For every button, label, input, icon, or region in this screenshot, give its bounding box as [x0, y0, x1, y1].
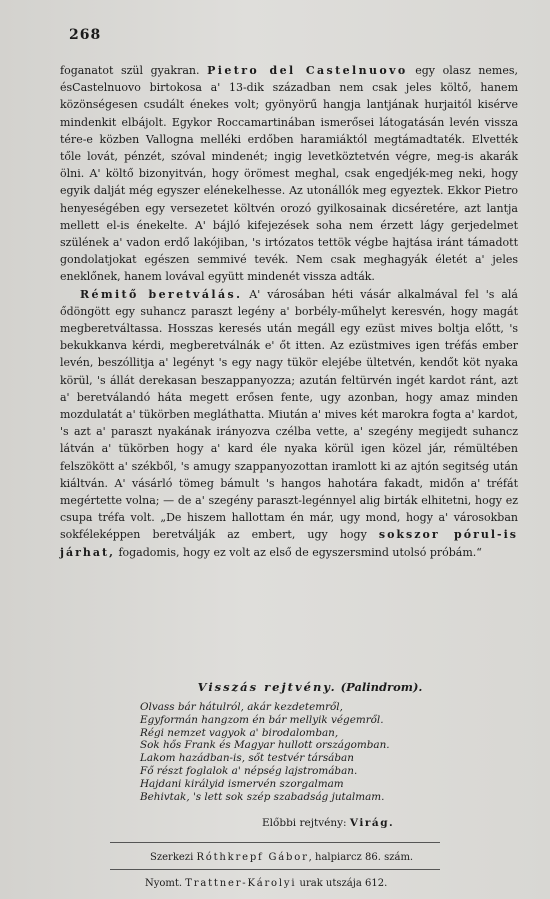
- riddle-title: [140, 680, 480, 694]
- section-heading-beretvalas: Rémitő beretválás.: [80, 287, 243, 301]
- riddle-line: Olvass bár hátulról, akár kezdetemről,: [140, 701, 343, 713]
- riddle-title-spaced: Visszás rejtvény.: [197, 680, 337, 694]
- editor-address: , halpiarcz 86. szám.: [308, 852, 414, 863]
- paragraph-beretvalas: [60, 286, 518, 561]
- spaced-name-castelnuovo: Pietro del Castelnuovo: [207, 64, 408, 77]
- riddle-line: Egyformán hangzom én bár mellyik végemről.: [140, 713, 384, 726]
- paragraph-body-text: A' városában héti vásár alkalmával fel 's alá ődöngött egy suhancz paraszt legény a' borbély-műhelyt keresvén, hogy magát megberetváltassa. Hosszas keresés után megáll egy ezüst mives boltja előtt, 's bekukkanva kérdi, megberetválnák e' őt itten. Az ezüstmives igen tréfás ember levén, beszóllitja a' legényt 's egy nagy tükör elejébe ültetvén, kendőt köt nyaka körül, 's állát derekasan beszappanyozza; azután feltürvén ingét kardot ránt, azt a' beretválandó háta megett erősen fente, ugy azonban, hogy amaz minden mozdulatát a' tükörben megláthatta. Miután a' mives két marokra fogta a' kardot, 's azt a' paraszt nyakának irányozva czélba vette, a' szegény megijedt suhancz látván a' tükörben hogy a' kard éle nyaka körül igen közel jár, rémültében felszökött a' székből, 's amugy szappanyozottan iramlott ki az ajtón segitség után kiáltván. A' vásárló tömeg bámult 's hangos hahotára fakadt, midőn a' tréfát megértette volna; — de a' szegény paraszt-legénnyel alig birták elhitetni, hogy ez csupa tréfa volt. „De hiszem hallottam én már, ugy mond, hogy a' városokban sokféleképpen beretválják az embert, ugy hogy: [60, 287, 518, 542]
- editor-prefix: Szerkezi: [150, 852, 197, 863]
- riddle-title-subtitle: (Palindrom).: [336, 680, 423, 694]
- paragraph-closing-text: fogadomis, hogy ez volt az első de egyszersmind utolsó próbám.“: [114, 545, 482, 559]
- colophon-divider-top: [110, 842, 440, 843]
- riddle-line: Régi nemzet vagyok a' birodalomban,: [140, 726, 339, 739]
- riddle-line: Lakom hazádban-is, sőt testvér társában: [140, 752, 354, 765]
- colophon-divider-bottom: [110, 869, 440, 870]
- printer-prefix: Nyomt.: [145, 878, 186, 889]
- editor-line: [150, 852, 413, 863]
- paragraph-castelnuovo: [60, 62, 518, 286]
- previous-answer-word: Virág.: [349, 817, 395, 829]
- previous-riddle-answer: [262, 817, 394, 829]
- page-number: 268: [69, 27, 102, 43]
- paragraph-body-text: egy olasz nemes, ésCastelnuovo birtokosa a' 13-dik században nem csak jeles költő, hanem közönségesen csudált énekes volt; gyönyörű hangja lantjának hurjaitól kisérve mindenkit elbájolt. Egykor Roccamartinában ismerősei látogatásán levén vissza tére-e közben Vallogna melléki erdőben haramiáktól megtámadtaték. Elvették tőle lovát, pénzét, szóval mindenét; ingig levetköztetvén végre, meg-is akarák ölni. A' költő bizonyitván, hogy örömest meghal, csak engedjék-meg neki, hogy egyik dalját még egyszer elénekelhesse. Az utonállók meg egyeztek. Ekkor Pietro henyeségében egy versezetet költvén orozó gyilkosainak dicséretére, azt lantja mellett el-is énekelte. A' bájló kifejezések soha nem érzett lágy gerjedelmet szülének a' vadon erdő lakójiban, 's irtózatos tettök végbe hajtása iránt támadott gondolatjokat egészen semmivé tevék. Nem csak meghagyák életét a' jeles eneklőnek, hanem lovával együtt mindenét vissza adták.: [60, 64, 519, 284]
- palindrome-riddle: [140, 680, 480, 803]
- main-text-block: [60, 62, 518, 561]
- spaced-emphasis-phrase: sokszor pórul-is járhat,: [60, 528, 518, 559]
- printer-line: [145, 878, 387, 889]
- riddle-line: Sok hős Frank és Magyar hullott országomban.: [140, 739, 390, 752]
- paragraph-lead-text: foganatot szül gyakran.: [60, 64, 208, 77]
- editor-name: Róthkrepf Gábor: [196, 852, 309, 863]
- printer-name: Trattner-Károlyi: [185, 878, 297, 889]
- printer-address: urak utszája 612.: [296, 878, 388, 889]
- previous-answer-label: Előbbi rejtvény:: [262, 817, 350, 829]
- riddle-line: Behivtak, 's lett sok szép szabadság jutalmam.: [140, 790, 385, 803]
- riddle-line: Hajdani királyid ismervén szorgalmam: [140, 777, 344, 790]
- riddle-line: Fő részt foglalok a' népség lajstromában.: [140, 764, 358, 777]
